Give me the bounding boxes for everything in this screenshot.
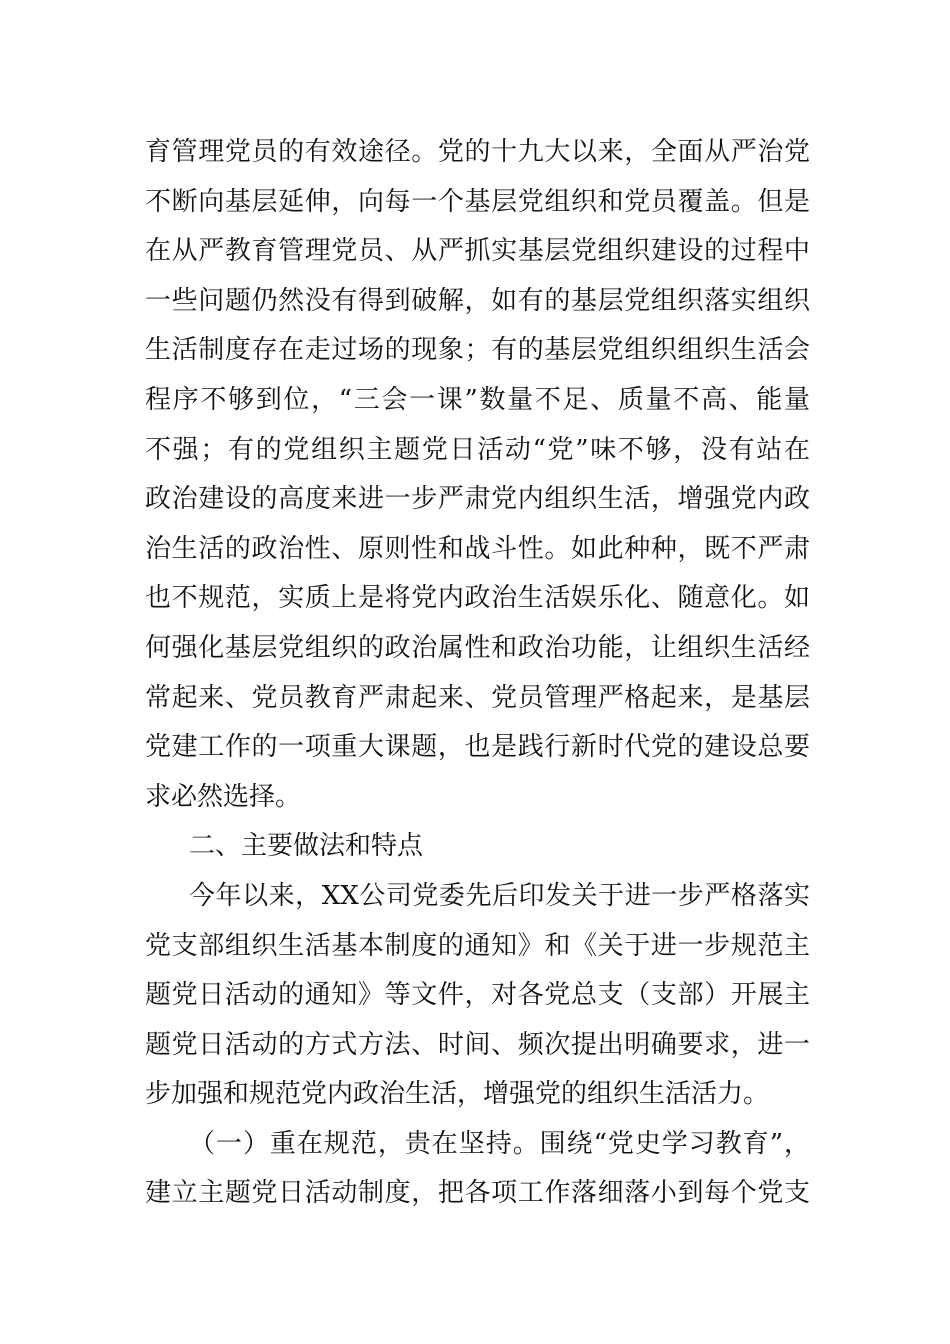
text-line: 题党日活动的方式方法、时间、频次提出明确要求，进一 bbox=[145, 1029, 810, 1060]
text-line: 育管理党员的有效途径。党的十九大以来，全面从严治党 bbox=[145, 137, 810, 167]
text-line: 不强；有的党组织主题党日活动“党”味不够，没有站在 bbox=[145, 434, 810, 465]
text-line: 党建工作的一项重大课题，也是践行新时代党的建设总要 bbox=[145, 732, 810, 763]
text-line: 不断向基层延伸，向每一个基层党组织和党员覆盖。但是 bbox=[145, 186, 810, 217]
text-line: 步加强和规范党内政治生活，增强党的组织生活活力。 bbox=[145, 1079, 770, 1110]
text-line: 何强化基层党组织的政治属性和政治功能，让组织生活经 bbox=[145, 632, 810, 663]
text-line: 求必然选择。 bbox=[145, 781, 302, 812]
text-line: 题党日活动的通知》等文件，对各党总支（支部）开展主 bbox=[145, 980, 810, 1011]
text-line: 在从严教育管理党员、从严抓实基层党组织建设的过程中 bbox=[145, 236, 810, 267]
subsection-first-line: （一）重在规范，贵在坚持。围绕“党史学习教育”， bbox=[189, 1128, 810, 1159]
section-heading: 二、主要做法和特点 bbox=[189, 831, 424, 862]
text-line: 也不规范，实质上是将党内政治生活娱乐化、随意化。如 bbox=[145, 583, 810, 614]
text-line: 生活制度存在走过场的现象；有的基层党组织组织生活会 bbox=[145, 335, 810, 366]
text-line: 政治建设的高度来进一步严肃党内组织生活，增强党内政 bbox=[145, 484, 810, 515]
paragraph-first-line: 今年以来，XX公司党委先后印发关于进一步严格落实 bbox=[189, 880, 810, 911]
text-line: 党支部组织生活基本制度的通知》和《关于进一步规范主 bbox=[145, 930, 810, 961]
text-line: 建立主题党日活动制度，把各项工作落细落小到每个党支 bbox=[145, 1178, 810, 1209]
text-line: 治生活的政治性、原则性和战斗性。如此种种，既不严肃 bbox=[145, 533, 810, 564]
text-line: 常起来、党员教育严肃起来、党员管理严格起来，是基层 bbox=[145, 682, 810, 713]
body-text bbox=[145, 128, 810, 1219]
text-line: 程序不够到位，“三会一课”数量不足、质量不高、能量 bbox=[145, 384, 810, 415]
text-line: 一些问题仍然没有得到破解，如有的基层党组织落实组织 bbox=[145, 285, 810, 316]
